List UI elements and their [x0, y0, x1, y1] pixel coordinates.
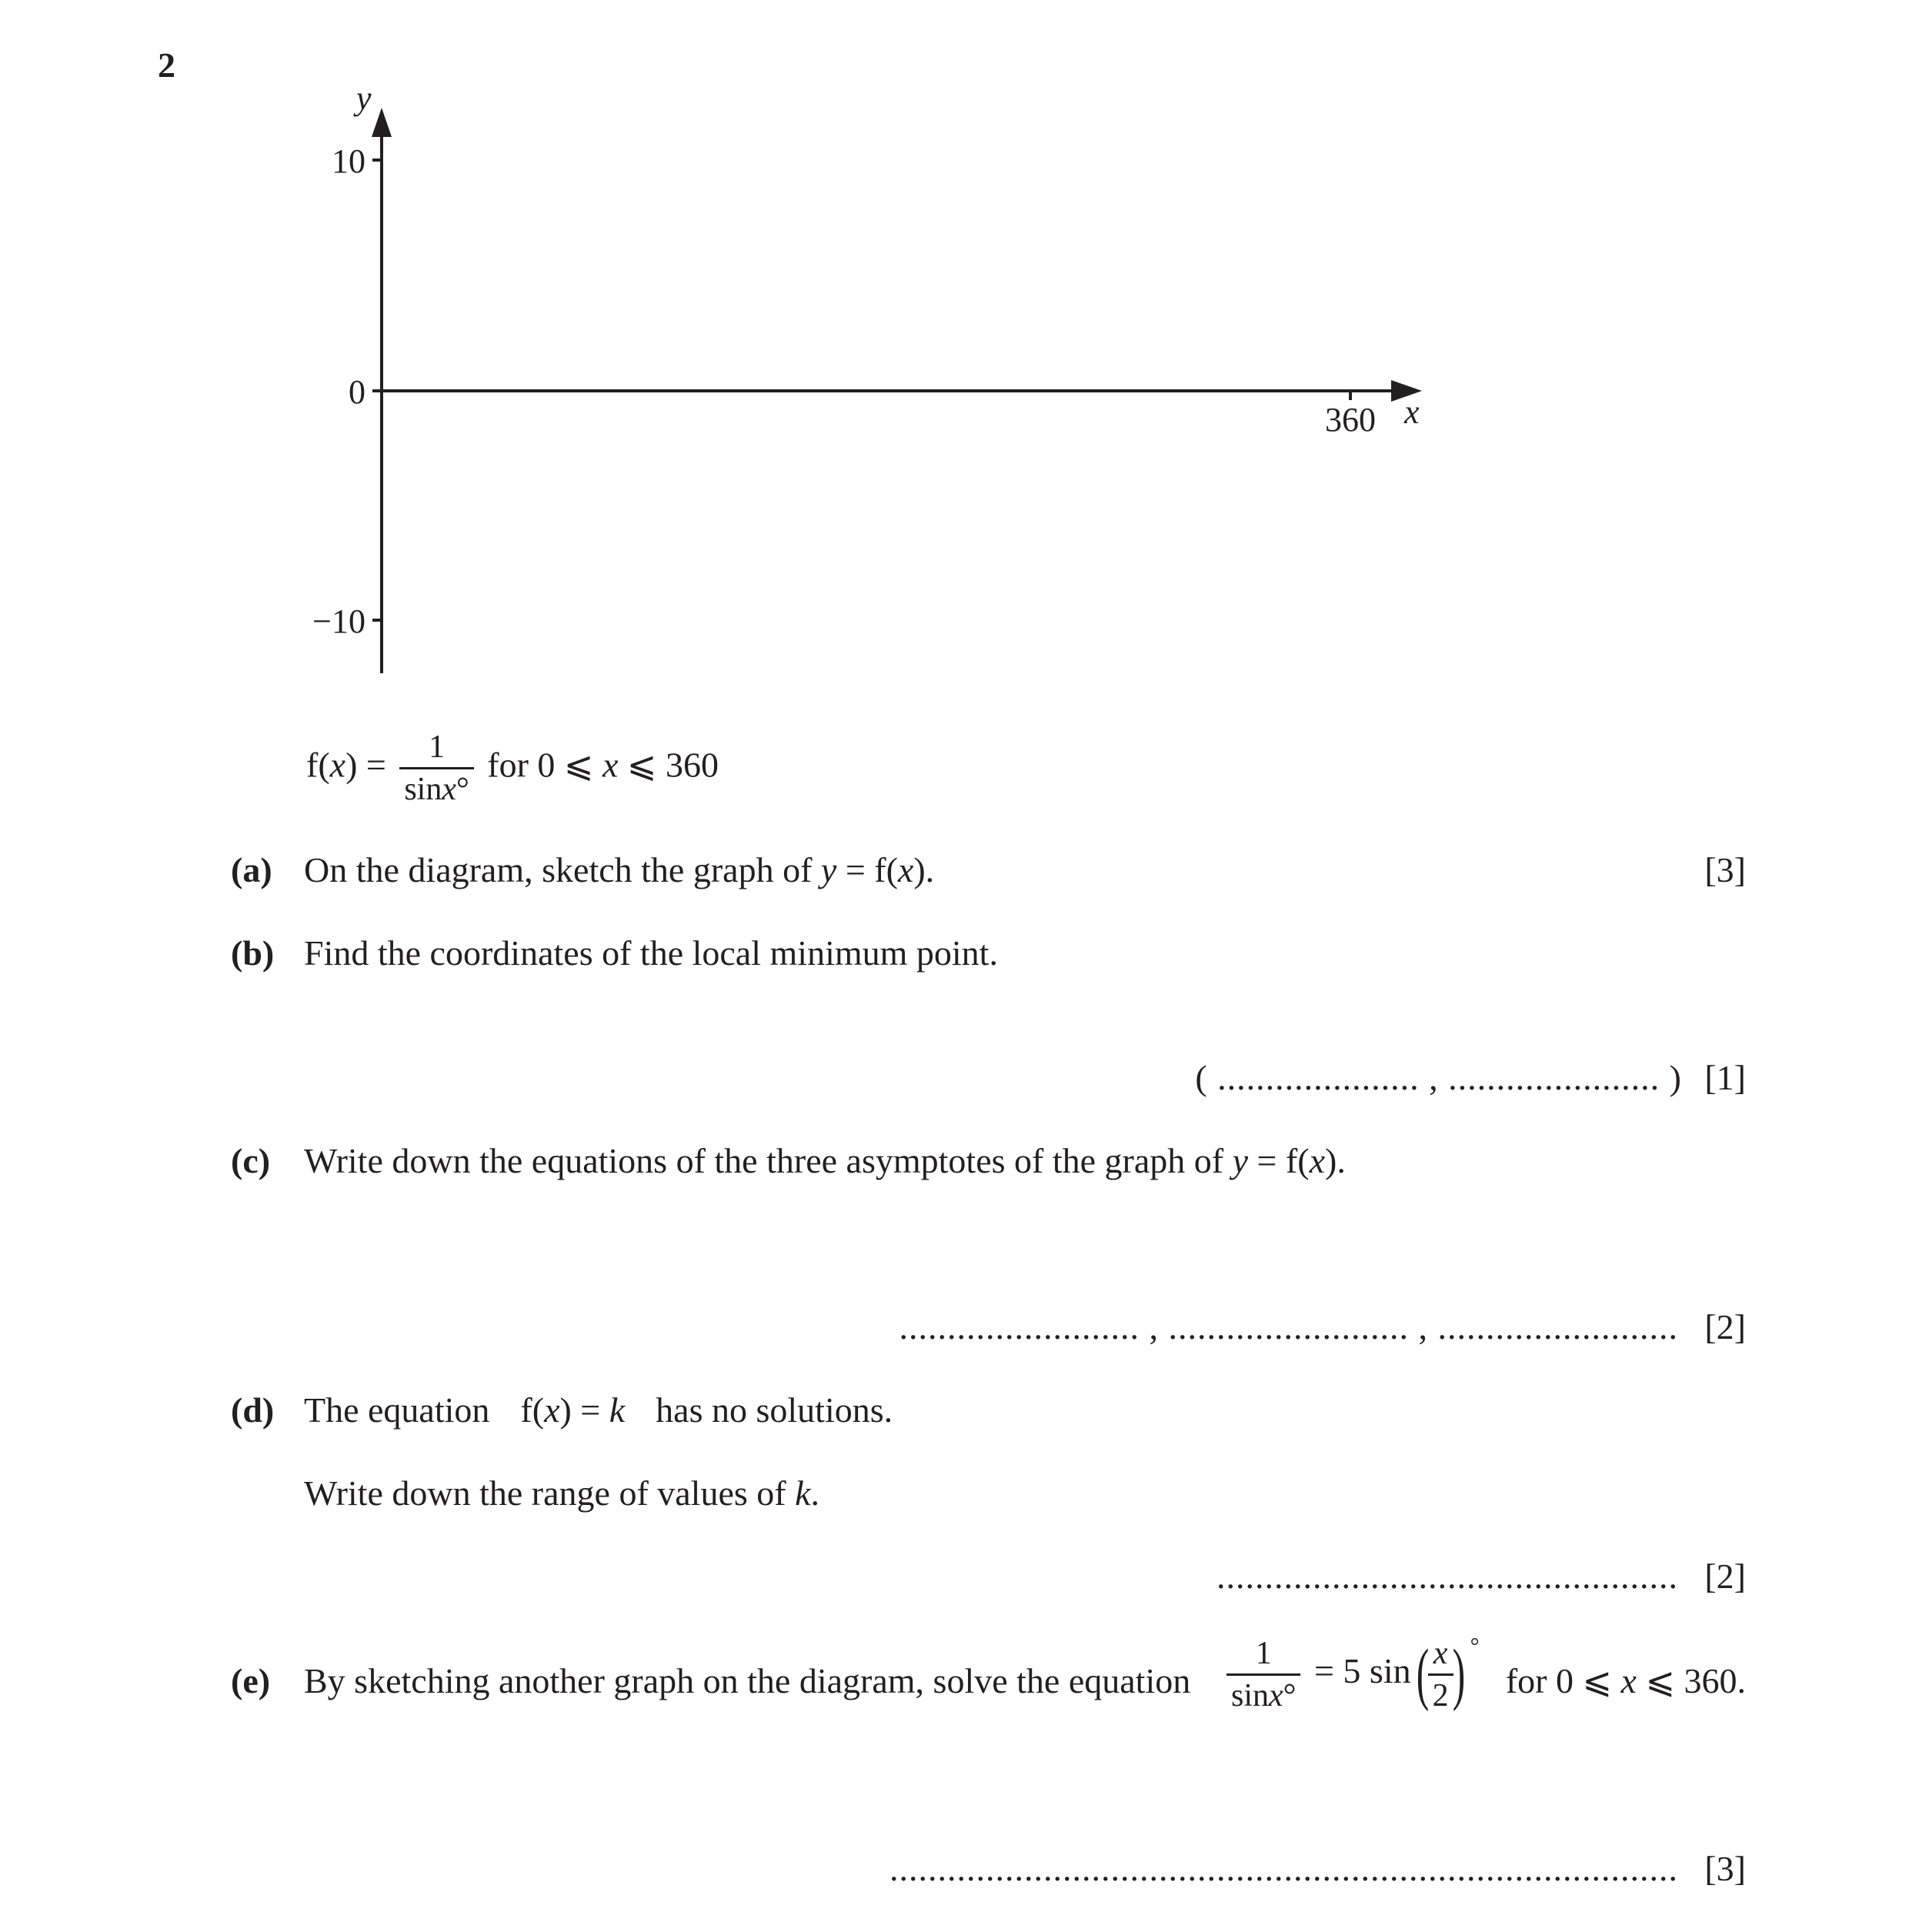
part-d-marks: [2]: [1704, 1557, 1746, 1596]
e-right-paren: ): [1452, 1636, 1465, 1713]
part-b-answer-line[interactable]: ( ..................... , ...................... ): [1195, 1058, 1682, 1097]
e-fraction-denominator: sinx°: [1231, 1677, 1297, 1713]
e-left-paren: (: [1416, 1636, 1429, 1713]
y-tick-label-neg10: −10: [312, 602, 365, 640]
question-number: 2: [158, 45, 175, 85]
part-e-answer-line[interactable]: ..................................................................................: [889, 1849, 1678, 1888]
part-d-text: The equation f(x) = k has no solutions.: [304, 1390, 893, 1430]
y-axis-label: y: [356, 79, 372, 117]
part-a-marks: [3]: [1704, 850, 1746, 889]
fx-x: x: [329, 745, 346, 785]
function-definition: [306, 729, 719, 807]
x-tick-label-360: 360: [1325, 401, 1376, 439]
fraction-numerator: 1: [399, 729, 473, 769]
e-fraction: [1226, 1636, 1300, 1713]
e-rhs: = 5 sin: [1313, 1651, 1411, 1690]
part-b-marks: [1]: [1704, 1058, 1746, 1097]
domain-end: ⩽ 360: [618, 745, 719, 785]
part-b-text: Find the coordinates of the local minimum point.: [304, 933, 998, 973]
part-c-text: Write down the equations of the three asymptotes of the graph of y = f(x).: [304, 1141, 1346, 1180]
part-d-label: (d): [231, 1390, 275, 1430]
part-e-text: By sketching another graph on the diagram, solve the equation: [304, 1661, 1191, 1700]
y-tick-label-0: 0: [349, 373, 365, 411]
e-inner-fraction: $\frac{x}{2}$: [1428, 1636, 1453, 1713]
domain-x: x: [602, 745, 619, 785]
fraction-denominator: sinx°: [404, 772, 469, 808]
part-a-label: (a): [231, 850, 272, 889]
part-d-line2: Write down the range of values of k.: [304, 1473, 820, 1513]
fx-close: ) =: [345, 745, 386, 785]
part-c-answer-line[interactable]: ......................... , ......................... , .........................: [899, 1307, 1678, 1346]
domain-text: for 0 ⩽: [487, 745, 602, 785]
x-axis-label: x: [1404, 393, 1420, 431]
y-axis-arrow: [372, 108, 392, 137]
part-d-answer-line[interactable]: ................................................: [1216, 1557, 1678, 1596]
part-e-label: (e): [231, 1661, 271, 1700]
part-c-label: (c): [231, 1141, 271, 1180]
part-e-equation: [1222, 1635, 1480, 1713]
function-fraction: [399, 729, 473, 807]
part-e-marks: [3]: [1704, 1849, 1746, 1888]
axes-diagram: [0, 0, 1909, 692]
e-degree: °: [1470, 1633, 1480, 1659]
e-fraction-numerator: 1: [1226, 1636, 1300, 1676]
part-a-text: On the diagram, sketch the graph of y = f(x).: [304, 850, 935, 889]
part-e-domain: for 0 ⩽ x ⩽ 360.: [1505, 1661, 1746, 1700]
fx-f: f(: [306, 745, 330, 785]
part-c-marks: [2]: [1704, 1307, 1746, 1346]
y-tick-label-10: 10: [332, 142, 365, 180]
part-b-label: (b): [231, 933, 275, 973]
